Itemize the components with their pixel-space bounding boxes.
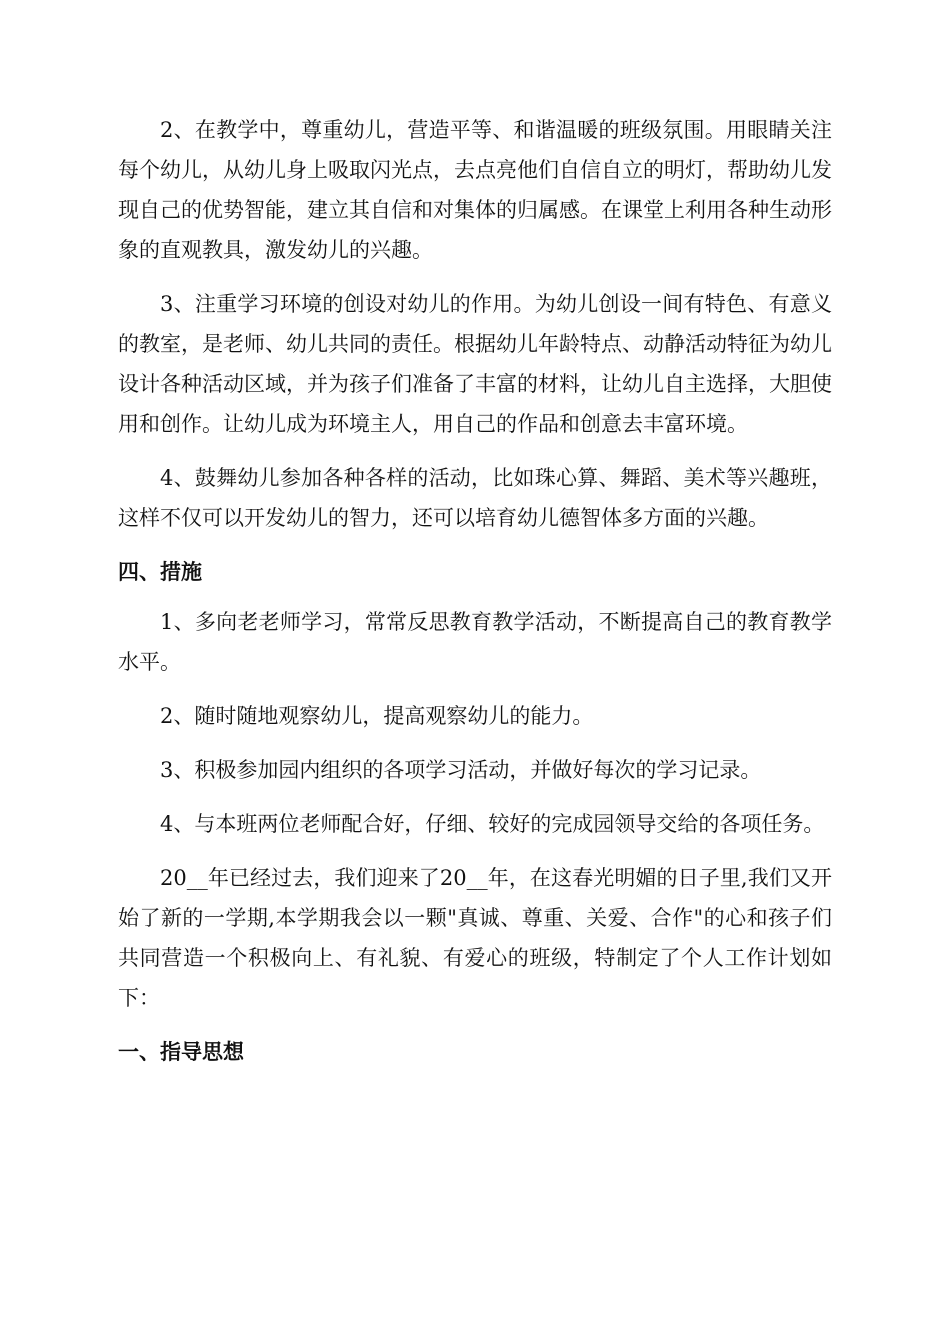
measure-item-2: 2、随时随地观察幼儿，提高观察幼儿的能力。 (160, 704, 594, 728)
measure-item-1: 1、多向老老师学习，常常反思教育教学活动，不断提高自己的教育教学水平。 (118, 610, 832, 674)
intro-paragraph: 20__年已经过去，我们迎来了20__年，在这春光明媚的日子里,我们又开始了新的一学期,本学期我会以一颗"真诚、尊重、关爱、合作"的心和孩子们共同营造一个积极向上、有礼貌、有爱心的班级，特制定了个人工作计划如下： (118, 866, 832, 1010)
paragraph-item-2: 2、在教学中，尊重幼儿，营造平等、和谐温暖的班级氛围。用眼睛关注每个幼儿，从幼儿身上吸取闪光点，去点亮他们自信自立的明灯，帮助幼儿发现自己的优势智能，建立其自信和对集体的归属感。在课堂上利用各种生动形象的直观教具，激发幼儿的兴趣。 (118, 118, 832, 262)
paragraph-item-4: 4、鼓舞幼儿参加各种各样的活动，比如珠心算、舞蹈、美术等兴趣班，这样不仅可以开发幼儿的智力，还可以培育幼儿德智体多方面的兴趣。 (118, 466, 832, 530)
measure-item-4: 4、与本班两位老师配合好，仔细、较好的完成园领导交给的各项任务。 (160, 812, 825, 836)
section-heading-measures: 四、措施 (118, 560, 202, 584)
section-heading-guiding: 一、指导思想 (118, 1040, 244, 1064)
measure-item-3: 3、积极参加园内组织的各项学习活动，并做好每次的学习记录。 (160, 758, 762, 782)
paragraph-item-3: 3、注重学习环境的创设对幼儿的作用。为幼儿创设一间有特色、有意义的教室，是老师、幼儿共同的责任。根据幼儿年龄特点、动静活动特征为幼儿设计各种活动区域，并为孩子们准备了丰富的材料，让幼儿自主选择，大胆使用和创作。让幼儿成为环境主人，用自己的作品和创意去丰富环境。 (118, 292, 832, 436)
document-page (118, 110, 832, 1082)
